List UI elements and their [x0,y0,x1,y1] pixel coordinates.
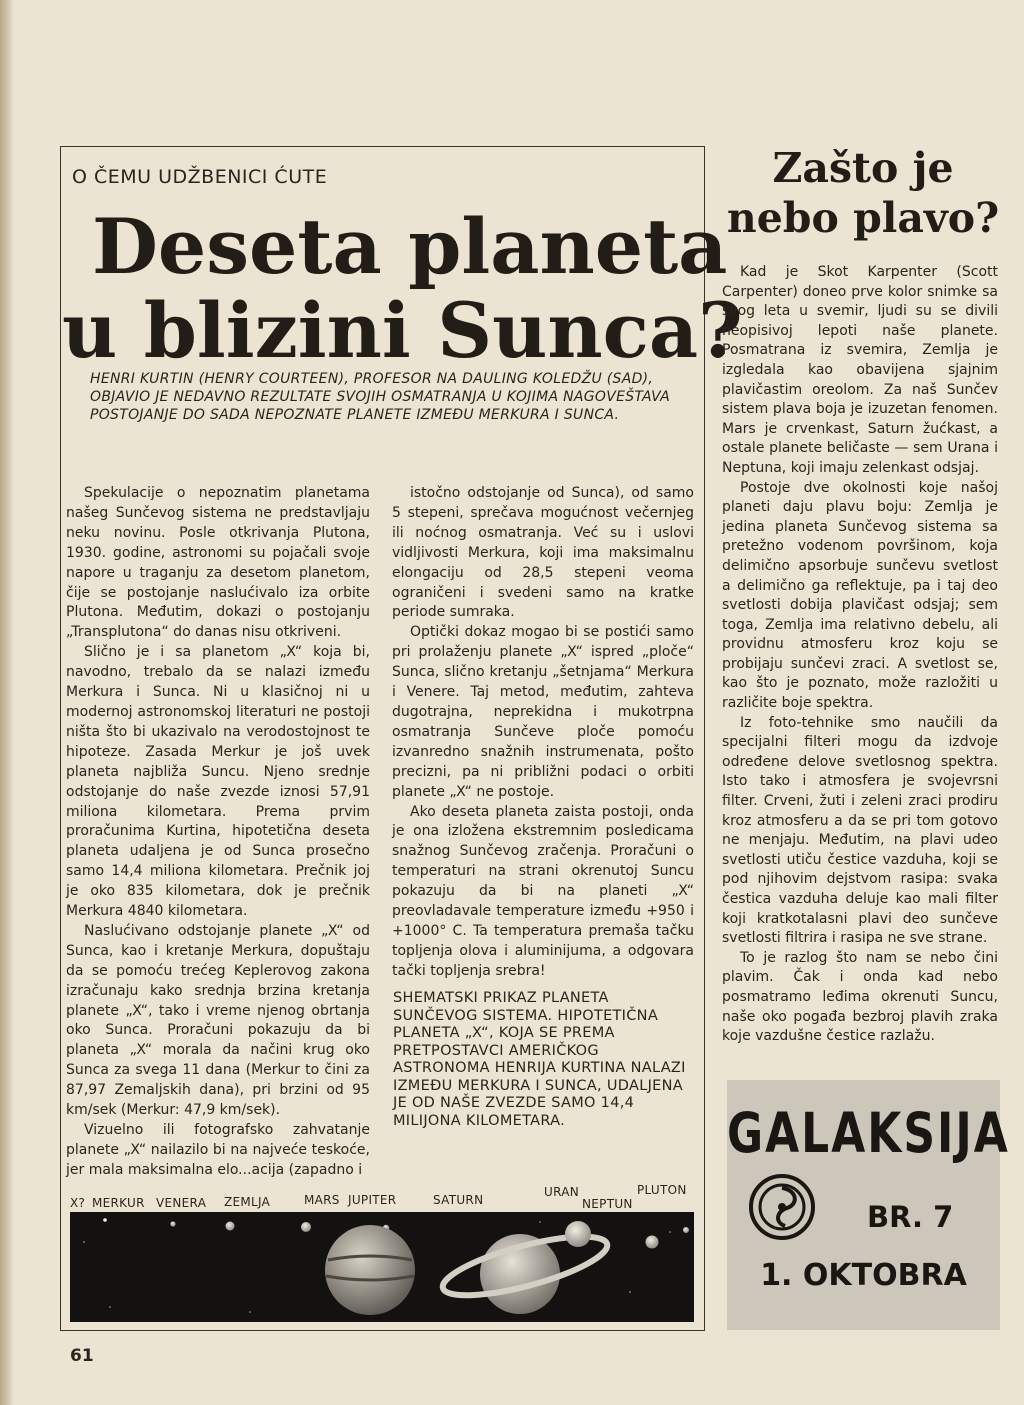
planet-label-uran: URAN [544,1185,580,1199]
planet-pluton [683,1227,689,1233]
sidebar-headline-line-1: Zašto je [772,144,954,192]
star [669,1231,671,1233]
star [109,1306,111,1308]
star [539,1221,541,1223]
paragraph: To je razlog što nam se nebo čini plavim. Čak i onda kad nebo posmatramo leđima okrenuti Suncu, naše oko pogađa bezbroj plavih zraka koje vazdušne čestice razlažu. [722,949,998,1045]
star [249,1311,251,1313]
planet-label-saturn: SATURN [433,1193,484,1207]
paragraph: Slično je i sa planetom „X“ koja bi, navodno, trebalo da se nalazi između Merkura i Sunca. Ni u klasičnoj ni u modernoj astronomskoj literaturi ne postoji ništa što bi ukazivalo na verodostojnost te hipoteze. Zasada Merkur je još uvek planeta najbliža Suncu. Njeno srednje odstojanje do naše zvezde iznosi 57,91 miliona kilometara. Prema prvim proračunima Kurtina, hipotetična deseta planeta udaljena je od Sunca prosečno samo 14,4 miliona kilometara. Prečnik joj je oko 835 kilometara, dok je prečnik Merkura 4840 kilometara. [66,644,370,920]
planet-x [103,1218,107,1222]
article-column-1 [66,484,370,1181]
planet-zemlja [301,1222,311,1232]
planet-label-mars: MARS [304,1193,340,1207]
issue-number: BR. 7 [867,1200,954,1234]
article-deck: HENRI KURTIN (HENRY COURTEEN), PROFESOR NA DAULING KOLEDŽU (SAD), OBJAVIO JE NEDAVNO REZULTATE SVOJIH OSMATRANJA U KOJIMA NAGOVEŠTAVA POSTOJANJE DO SADA NEPOZNATE PLANETE IZMEĐU MERKURA I SUNCA. [90,371,670,423]
article-kicker: O ČEMU UDŽBENICI ĆUTE [72,166,328,188]
paragraph: istočno odstojanje od Sunca), od samo 5 stepeni, sprečava mogućnost večernjeg ili noćnog osmatranja. Već su i uslovi vidljivosti Merkura, koji ima maksimalnu elongaciju od 28,5 stepeni veoma ograničeni i svedeni samo na kratke periode sumraka. [392,485,694,621]
issue-date: 1. OKTOBRA [760,1258,967,1293]
planet-label-jupiter: JUPITER [348,1193,397,1207]
headline-line-1: Deseta planeta [92,202,728,291]
sidebar-headline [708,143,1018,243]
paragraph: Spekulacije o nepoznatim planetama našeg Sunčevog sistema ne predstavljaju neku novinu. Posle otkrivanja Plutona, 1930. godine, astronomi su pojačali svoje napore u traganju za desetom planetom, čije se postojanje naslućivalo iza orbite Plutona. Međutim, dokazi o postojanju „Transplutona“ do danas nisu otkriveni. [66,485,370,641]
paragraph: Kad je Skot Karpenter (Scott Carpenter) doneo prve kolor snimke sa svog leta u svemir, ljudi su se divili neopisivoj lepoti naše planete. Posmatrana iz svemira, Zemlja je izgledala kao obavijena sjajnim plavičastim oreolom. Za naš Sunčev sistem plava boja je izuzetan fenomen. Mars je crvenkast, Saturn žućkast, a ostale planete beličaste — sem Urana i Neptuna, koji imaju zelenkast odsjaj. [722,264,998,476]
planet-label-zemlja: ZEMLJA [224,1195,271,1209]
planet-label-venera: VENERA [156,1196,207,1210]
sidebar-column [722,263,998,1047]
article-column-2 [392,484,694,982]
planet-jupiter [325,1225,415,1315]
star [83,1241,85,1243]
galaksija-advert [727,1080,1010,1330]
paragraph: Ako deseta planeta zaista postoji, onda je ona izložena ekstremnim posledicama snažnog Sunčevog zračenja. Proračuni o temperaturi na strani okrenutoj Suncu pokazuju da bi na planeti „X“ preovladavale temperature između +950 i +1000° C. Ta temperatura premaša tačku topljenja olova i aluminijuma, a odgovara tački topljenja srebra! [392,803,694,979]
solar-system-diagram [70,1212,694,1322]
planet-neptun [646,1236,659,1249]
paragraph: Iz foto-tehnike smo naučili da specijalni filteri mogu da izdvoje određene delove svetlosnog spektra. Isto tako i atmosfera je svojevrsni filter. Crveni, žuti i zeleni zraci prodiru kroz atmosferu a da se pri tom gotovo ne menjaju. Međutim, na plavi udeo svetlosti utiču čestice vazduha, koji se pod njihovim dejstvom rasipa: svaka čestica vazduha deluje kao mali filter koji kratkotalasni plavi deo sunčeve svetlosti filtrira i rasipa ne sve strane. [722,714,998,947]
planet-merkur [170,1221,175,1226]
galaxy-emblem-icon [747,1172,817,1242]
planet-venera [226,1222,235,1231]
star [629,1291,631,1293]
page-spine-shadow [0,0,14,1405]
page-number: 61 [70,1346,94,1366]
paragraph: Naslućivano odstojanje planete „X“ od Sunca, kao i kretanje Merkura, dopuštaju da se pomoću trećeg Keplerovog zakona izračunaju kako srednja brzina kretanja planete „X“, tako i vreme njenog obrtanja oko Sunca. Proračuni pokazuju da bi planeta „X“ morala da načini krug oko Sunca za svega 11 dana (Merkur to čini za 87,97 Zemaljskih dana), pri brzini od 95 km/sek (Merkur: 47,9 km/sek). [66,922,370,1119]
article-headline [62,202,743,375]
paragraph: Vizuelno ili fotografsko zahvatanje planete „X“ nailazilo bi na najveće teskoće, jer mala maksimalna elo...acija (zapadno i [66,1122,370,1178]
diagram-caption: SHEMATSKI PRIKAZ PLANETA SUNČEVOG SISTEMA. HIPOTETIČNA PLANETA „X“, KOJA SE PREMA PRETPOSTAVCI AMERIČKOG ASTRONOMA HENRIJA KURTINA NALAZI IZMEĐU MERKURA I SUNCA, UDALJENA JE OD NAŠE ZVEZDE SAMO 14,4 MILIJONA KILOMETARA. [393,990,686,1129]
headline-line-2: u blizini Sunca? [62,286,743,375]
sidebar-headline-line-2: nebo plavo? [726,194,1000,242]
planet-uran [565,1221,591,1247]
planet-label-pluton: PLUTON [637,1183,687,1197]
planet-label-merkur: MERKUR [92,1196,145,1210]
paragraph: Optički dokaz mogao bi se postići samo pri prolaženju planete „X“ ispred „ploče“ Sunca, slično kretanju „šetnjama“ Merkura i Venere. Taj metod, međutim, zahteva dugotrajna, neprekidna i mukotrpna osmatranja Sunčeve ploče pomoću izvanredno snažnih instrumenata, pošto precizni, pa ni približni podaci o orbiti planete „X“ ne postoje. [392,624,694,800]
galaksija-logo: GALAKSIJA [727,1102,1010,1166]
planet-label-neptun: NEPTUN [582,1197,633,1211]
planet-label-x: X? [70,1196,86,1210]
paragraph: Postoje dve okolnosti koje našoj planeti daju plavu boju: Zemlja je jedina planeta Sunčevog sistema sa pretežno vodenom površinom, koja delimično apsorbuje sunčevu svetlost a delimično ga reflektuje, pa i taj deo svetlosti dobija plavičast odsjaj; sem toga, Zemlja ima relativno debelu, ali providnu atmosferu kroz koju se probijaju sunčevi zraci. A svetlost se, kao što je poznato, može razložiti u različite boje spektra. [722,479,998,712]
